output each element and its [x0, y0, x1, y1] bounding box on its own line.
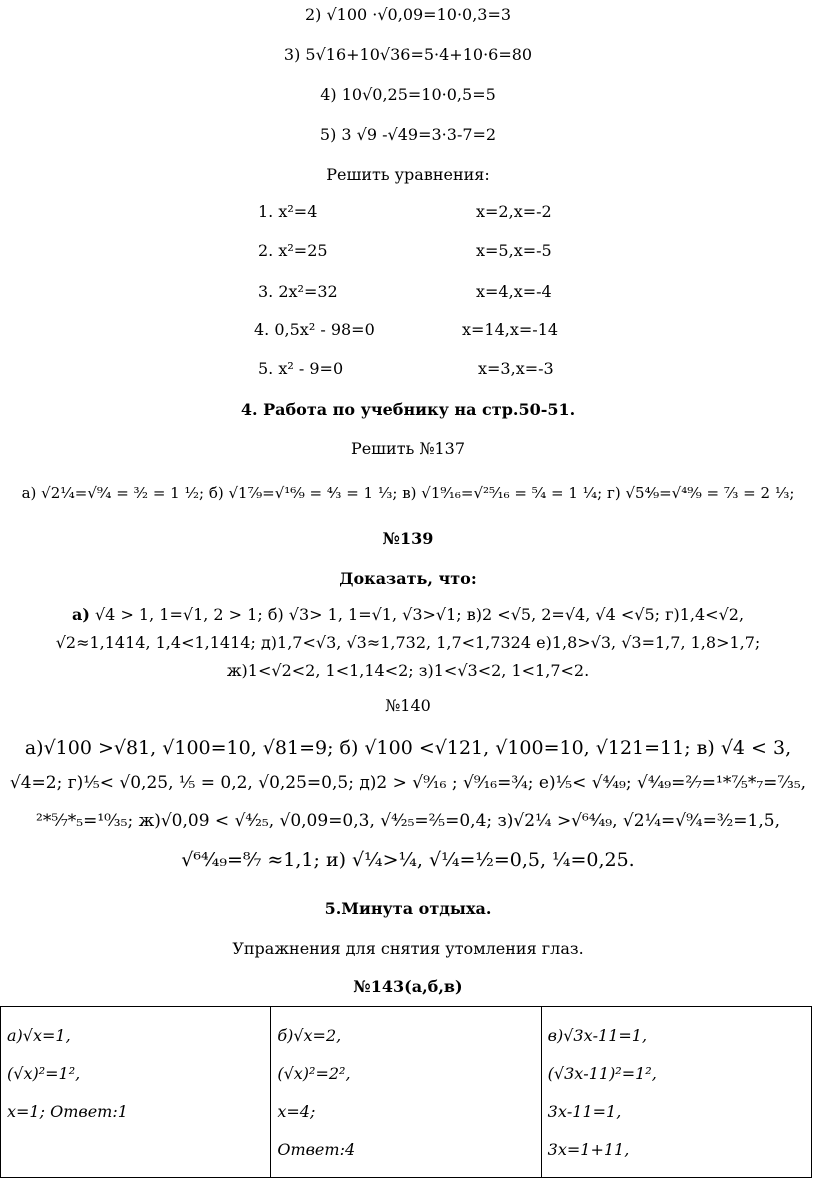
section-5-title: 5.Минута отдыха. — [324, 899, 492, 918]
task-137-solution: а) √2¹⁄₄=√⁹⁄₄ = ³⁄₂ = 1 ¹⁄₂; б) √1⁷⁄₉=√¹⁶⁄₉ = ⁴⁄₃ = 1 ¹⁄₃; в) √1⁹⁄₁₆=√²⁵⁄₁₆ = ⁵⁄₄ = 1 ¹⁄₄; г) √5⁴⁄₉=√⁴⁹⁄₉ = ⁷⁄₃ = 2 ¹⁄₃; — [21, 484, 795, 502]
task-139-subtitle: Доказать, что: — [339, 569, 477, 588]
cell-line: б)√х=2, — [277, 1026, 342, 1045]
task-140-line: √4=2; г)¹⁄₅< √0,25, ¹⁄₅ = 0,2, √0,25=0,5; д)2 > √⁹⁄₁₆ ; √⁹⁄₁₆=¾; е)¹⁄₅< √⁴⁄₄₉; √⁴⁄₄₉=²⁄₇=¹*⁷⁄₅*₇=⁷⁄₃₅, — [9, 773, 807, 793]
table-cell-v — [541, 1007, 811, 1178]
task-139-label-a: а) — [71, 605, 90, 624]
equation-text: 4. 0,5х² - 98=0 — [254, 320, 375, 339]
task-139-line — [10, 604, 806, 626]
task-140-line: √⁶⁴⁄₄₉=⁸⁄₇ ≈1,1; и) √¼>¹⁄₄, √¼=½=0,5, ¹⁄₄=0,25. — [181, 849, 635, 871]
equation-text: 1. х²=4 — [258, 202, 318, 221]
cell-line: в)√3х-11=1, — [547, 1026, 648, 1045]
cell-line: 3х=1+11, — [547, 1140, 630, 1159]
cell-line: (√3х-11)²=1², — [547, 1064, 657, 1083]
task-143-table — [0, 1006, 812, 1178]
cell-line: х=4; — [277, 1102, 316, 1121]
task-139-line: ж)1<√2<2, 1<1,14<2; з)1<√3<2, 1<1,7<2. — [226, 661, 590, 680]
equation-answer: х=5,х=-5 — [476, 241, 552, 260]
task-137-title: Решить №137 — [350, 439, 466, 458]
task-139-line-text: √4 > 1, 1=√1, 2 > 1; б) √3> 1, 1=√1, √3>√1; в)2 <√5, 2=√4, √4 <√5; г)1,4<√2, — [89, 605, 745, 624]
equation-text: 2. х²=25 — [258, 241, 328, 260]
task-140-line: а)√100 >√81, √100=10, √81=9; б) √100 <√121, √100=10, √121=11; в) √4 < 3, — [24, 737, 792, 759]
cell-line: (√х)²=2², — [277, 1064, 351, 1083]
example-line: 5) 3 √9 -√49=3·3-7=2 — [319, 125, 497, 144]
equation-answer: х=2,х=-2 — [476, 202, 552, 221]
table-row — [1, 1007, 812, 1178]
example-line: 3) 5√16+10√36=5·4+10·6=80 — [283, 45, 533, 64]
cell-line: (√х)²=1², — [7, 1064, 81, 1083]
example-line: 4) 10√0,25=10·0,5=5 — [320, 85, 496, 104]
task-143-title: №143(а,б,в) — [353, 977, 463, 996]
equation-answer: х=3,х=-3 — [478, 359, 554, 378]
equation-text: 5. х² - 9=0 — [258, 359, 344, 378]
section-5-subtitle: Упражнения для снятия утомления глаз. — [232, 939, 584, 958]
equation-text: 3. 2х²=32 — [258, 282, 338, 301]
task-139-line: √2≈1,1414, 1,4<1,1414; д)1,7<√3, √3≈1,732, 1,7<1,7324 е)1,8>√3, √3=1,7, 1,8>1,7; — [55, 633, 761, 652]
equations-heading: Решить уравнения: — [326, 165, 490, 184]
equation-answer: х=14,х=-14 — [462, 320, 559, 339]
equation-answer: х=4,х=-4 — [476, 282, 552, 301]
cell-line: х=1; Ответ:1 — [7, 1102, 128, 1121]
task-140-title: №140 — [385, 696, 431, 715]
cell-line: а)√х=1, — [7, 1026, 71, 1045]
section-4-title: 4. Работа по учебнику на стр.50-51. — [240, 400, 576, 419]
task-140-line: ²*⁵⁄₇*₅=¹⁰⁄₃₅; ж)√0,09 < √⁴⁄₂₅, √0,09=0,3, √⁴⁄₂₅=²⁄₅=0,4; з)√2¹⁄₄ >√⁶⁴⁄₄₉, √2¹⁄₄=√⁹⁄₄=³⁄₂=1,5, — [36, 811, 780, 831]
task-139-title: №139 — [382, 529, 434, 548]
example-line: 2) √100 ·√0,09=10·0,3=3 — [304, 5, 512, 24]
cell-line: 3х-11=1, — [547, 1102, 622, 1121]
cell-line: Ответ:4 — [277, 1140, 356, 1159]
table-cell-b — [271, 1007, 541, 1178]
table-cell-a — [1, 1007, 271, 1178]
